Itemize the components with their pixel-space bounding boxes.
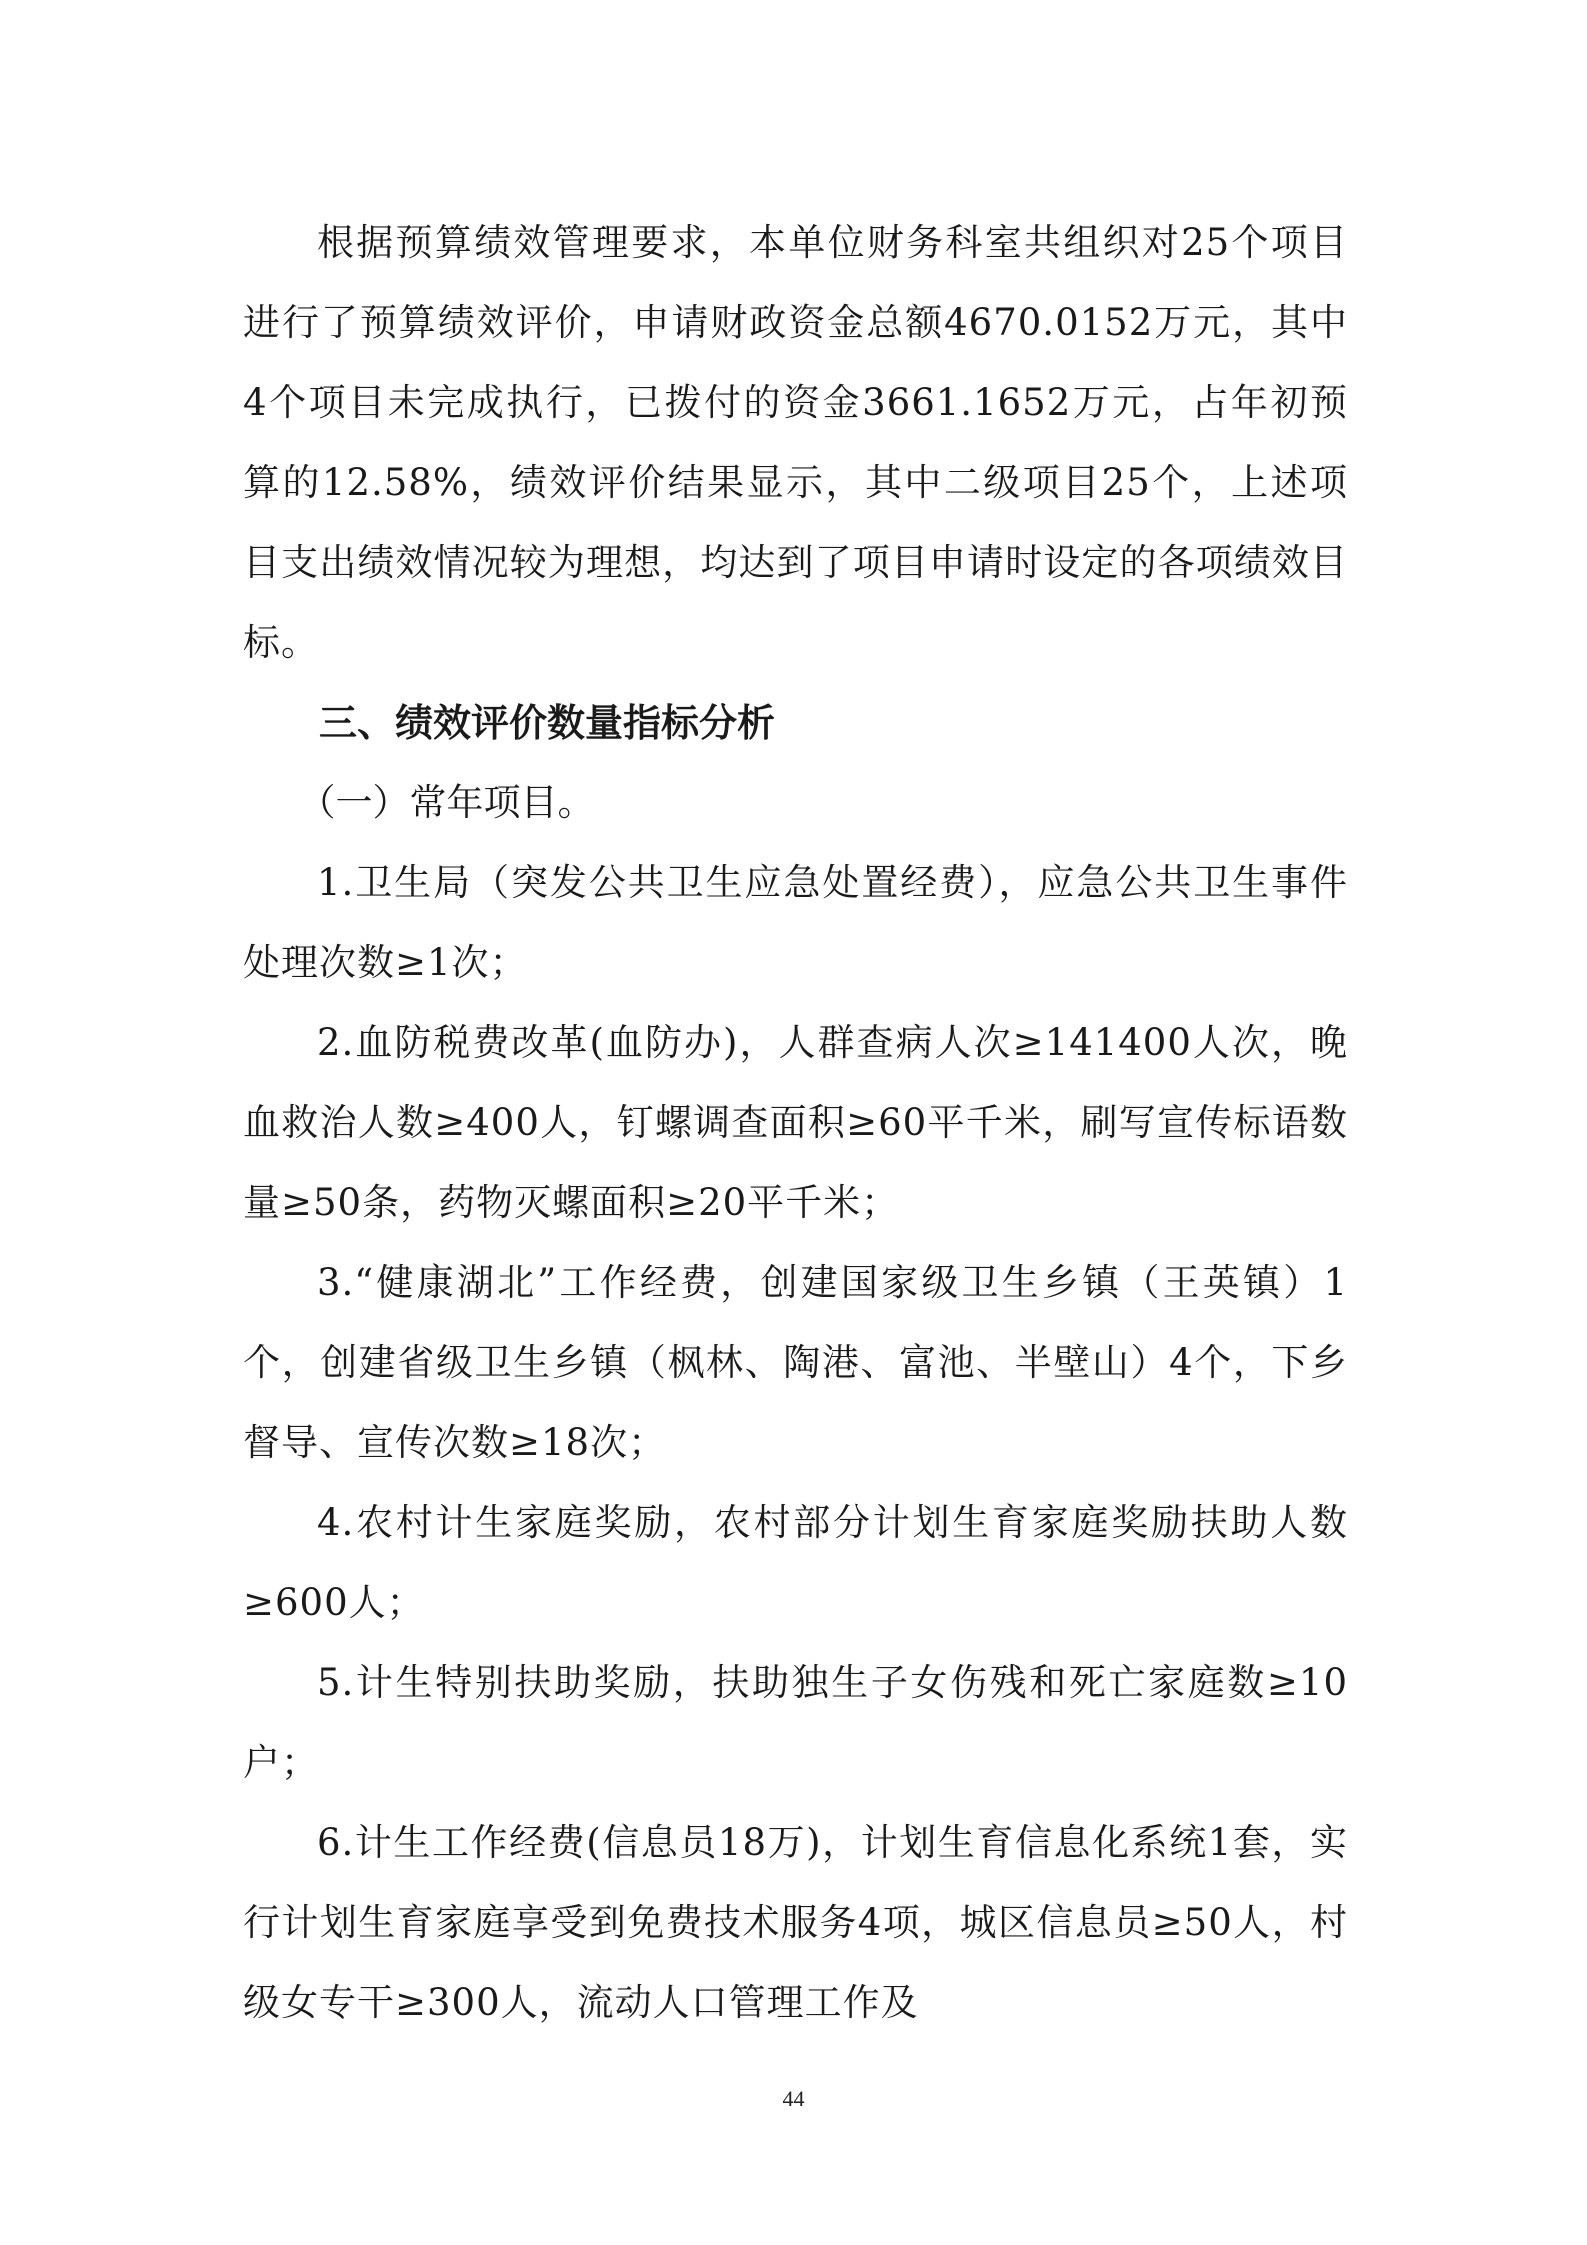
list-item: 3.“健康湖北”工作经费，创建国家级卫生乡镇（王英镇）1个，创建省级卫生乡镇（枫林、陶港、富池、半壁山）4个，下乡督导、宣传次数≥18次； <box>243 1261 1348 1464</box>
section-heading: 三、绩效评价数量指标分析 <box>319 701 776 745</box>
document-body <box>243 203 1348 2043</box>
intro-paragraph: 根据预算绩效管理要求，本单位财务科室共组织对25个项目进行了预算绩效评价，申请财政资金总额4670.0152万元，其中4个项目未完成执行，已拨付的资金3661.1652万元，占年初预算的12.58%，绩效评价结果显示，其中二级项目25个，上述项目支出绩效情况较为理想，均达到了项目申请时设定的各项绩效目标。 <box>243 221 1348 664</box>
list-item: 1.卫生局（突发公共卫生应急处置经费），应急公共卫生事件处理次数≥1次； <box>243 861 1348 984</box>
page-number: 44 <box>782 2086 805 2111</box>
list-item: 4.农村计生家庭奖励，农村部分计划生育家庭奖励扶助人数≥600人； <box>243 1501 1348 1624</box>
list-item: 5.计生特别扶助奖励，扶助独生子女伤残和死亡家庭数≥10户； <box>243 1661 1348 1784</box>
list-item: 6.计生工作经费(信息员18万)，计划生育信息化系统1套，实行计划生育家庭享受到免费技术服务4项，城区信息员≥50人，村级女专干≥300人，流动人口管理工作及 <box>243 1821 1348 2024</box>
subsection-heading: （一）常年项目。 <box>298 781 595 824</box>
list-item: 2.血防税费改革(血防办)，人群查病人次≥141400人次，晚血救治人数≥400人，钉螺调查面积≥60平千米，刷写宣传标语数量≥50条，药物灭螺面积≥20平千米； <box>243 1021 1348 1224</box>
